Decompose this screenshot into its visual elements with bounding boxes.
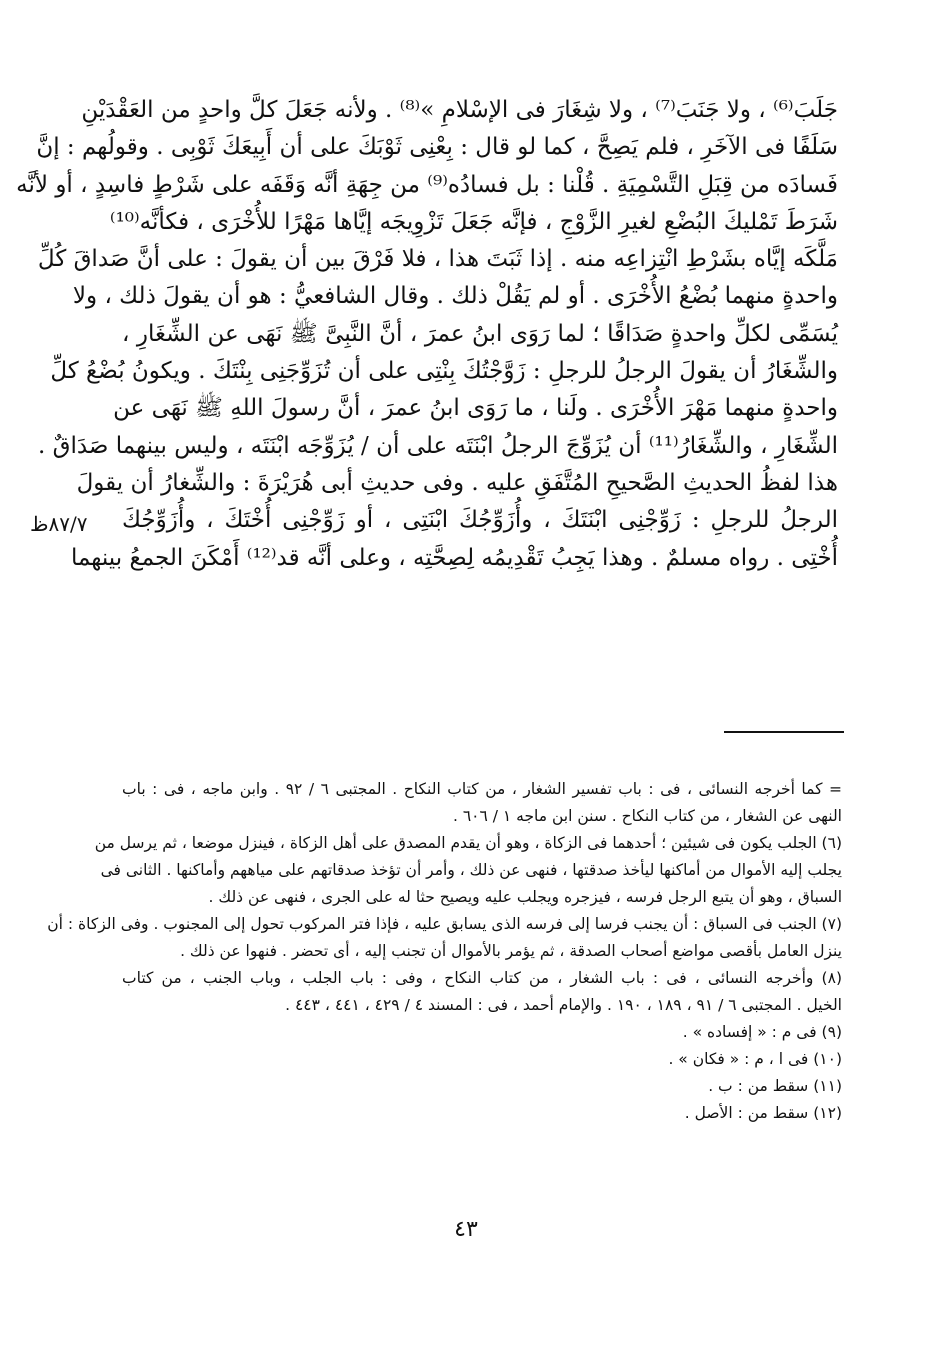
- text-line: شَرَطَ تَمْليكَ البُضْعِ لغيرِ الزَّوْجِ ، فإنَّه جَعَلَ تَزْوِيجَه إيَّاها مَهْرًا للأُخْرَى ، فكأنَّه⁽¹⁰⁾: [109, 208, 838, 235]
- text-line: مَلَّكَه إيَّاه بشَرْطِ انْتِزاعِه منه . إذا ثَبَتَ هذا ، فلا فَرْقَ بين أن يقولَ : على أنَّ صَداقَ كُلِّ: [37, 246, 838, 273]
- page-number: ٤٣: [454, 1217, 478, 1242]
- text-line: أُخْتِى . رواه مسلمٌ . وهذا يَجِبُ تَقْدِيمُه لِصِحَّتِه ، وعلى أنَّه قد⁽¹²⁾ أَمْكَنَ الجمعُ بينهما: [70, 544, 838, 571]
- footnote-line: (٦) الجلب يكون فى شيئين ؛ أحدهما فى الزكاة ، وهو أن يقدم المصدق على أهل الزكاة ، فينزل موضعا ، ثم يرسل من: [94, 834, 842, 852]
- footnote-line: ينزل العامل بأقصى مواضع أصحاب الصدقة ، ثم يؤمر بالأموال أن تجنب إليه ، أى تحضر . فنهوا عن ذلك .: [180, 942, 842, 960]
- footnote-7: [47, 911, 842, 965]
- footnote-line: = كما أخرجه النسائى ، فى : باب تفسير الشغار ، من كتاب النكاح . المجتبى ٦ / ٩٢ . وابن ماجه ، فى : باب: [122, 780, 843, 798]
- footnote-10: [122, 1046, 842, 1073]
- text-line: واحدةٍ منهما مَهْرَ الأُخْرَى . ولَنا ، ما رَوَى ابنُ عمرَ ، أنَّ رسولَ اللهِ ﷺ نَهَى عن: [113, 395, 838, 422]
- footnote-12: [122, 1100, 842, 1127]
- margin-manuscript-reference: ٨٧/٧ظ: [30, 512, 88, 536]
- text-line: هذا لفظُ الحديثِ الصَّحيحِ المُتَّفَقِ عليه . وفى حديثِ أبى هُرَيْرَةَ : والشِّغارُ أن يقولَ: [76, 469, 838, 496]
- footnote-line: السباق ، وهو أن يتبع الرجل فرسه ، فيزجره ويجلب عليه ويصيح حثا له على الجرى ، فنهى عن ذلك .: [208, 888, 842, 906]
- footnote-line: (١١) سقط من : ب .: [708, 1077, 842, 1095]
- footnote-continuation: [122, 776, 842, 830]
- footnote-line: (٩) فى م : « إفساده » .: [682, 1023, 842, 1041]
- text-line: سَلَفًا فى الآخَرِ ، فلم يَصِحَّ ، كما لو قال : بِعْنِى ثَوْبَكَ على أن أَبِيعَكَ ثَوْبِى . وقولُهم : إنَّ: [36, 134, 838, 161]
- footnote-line: يجلب إليه الأموال من أماكنها ليأخذ صدقتها ، فنهى عن ذلك ، وأمر أن تؤخذ صدقاتهم على مياههم وأماكنها . الثانى فى: [100, 861, 842, 879]
- footnote-line: الخيل . المجتبى ٦ / ٩١ ، ١٨٩ ، ١٩٠ . والإمام أحمد ، فى : المسند ٤ / ٤٢٩ ، ٤٤١ ، ٤٤٣ .: [285, 996, 842, 1014]
- footnote-line: (٧) الجنب فى السباق : أن يجنب فرسا إلى فرسه الذى يسابق عليه ، فإذا فتر المركوب تحول إلى المجنوب . وفى الزكاة : أن: [47, 915, 842, 933]
- footnote-line: (١٢) سقط من : الأصل .: [684, 1104, 842, 1122]
- text-line: الرجلُ للرجلِ : زَوِّجْنِى ابْنَتَكَ ، وأُزَوِّجُكَ ابْنَتِى ، أو زَوِّجْنِى أُخْتَكَ ، وأُزَوِّجُكَ: [122, 507, 838, 534]
- footnote-9: [122, 1019, 842, 1046]
- footnote-11: [122, 1073, 842, 1100]
- text-line: الشِّغَارِ ، والشِّغَارُ⁽¹¹⁾ أن يُزَوِّجَ الرجلُ ابْنَتَه على أن / يُزَوِّجَه ابْنَتَه ، وليس بينهما صَدَاقٌ .: [37, 432, 838, 459]
- text-line: جَلَبَ⁽⁶⁾ ، ولا جَنَبَ⁽⁷⁾ ، ولا شِغَارَ فى الإسْلامِ »⁽⁸⁾ . ولأنه جَعَلَ كلَّ واحدٍ من العَقْدَيْنِ: [81, 97, 838, 123]
- footnotes-block: [47, 776, 843, 1127]
- text-line: فَسادَه من قِبَلِ التَّسْمِيَةِ . قُلْنا : بل فسادُه⁽⁹⁾ من جِهَةِ أنَّه وَقَفَه على شَرْطٍ فاسِدٍ ، أو لأنَّه: [16, 171, 838, 198]
- footnote-line: النهى عن الشغار ، من كتاب النكاح . سنن ابن ماجه ١ / ٦٠٦ .: [452, 807, 842, 825]
- text-line: يُسَمِّى لكلِّ واحدةٍ صَدَاقًا ؛ لما رَوَى ابنُ عمرَ ، أنَّ النَّبِىَّ ﷺ نَهَى عن الشِّغَارِ ،: [122, 320, 838, 347]
- text-line: والشِّغَارُ أن يقولَ الرجلُ للرجلِ : زَوَّجْتُكَ بِنْتِى على أن تُزَوِّجَنِى بِنْتَكَ . ويكونُ بُضْعُ كلِّ: [50, 358, 838, 385]
- footnote-6: [94, 830, 842, 911]
- text-line: واحدةٍ منهما بُضْعُ الأُخْرَى . أو لم يَقُلْ ذلك . وقال الشافعيُّ : هو أن يقولَ ذلك ، ولا: [72, 283, 838, 310]
- footnote-line: (١٠) فى ا ، م : « فكان » .: [668, 1050, 842, 1068]
- footnote-line: (٨) وأخرجه النسائى ، فى : باب الشغار ، من كتاب النكاح ، وفى : باب الجلب ، وباب الجنب ، من كتاب: [122, 969, 842, 987]
- footnote-8: [122, 965, 842, 1019]
- footnote-divider: [724, 731, 844, 733]
